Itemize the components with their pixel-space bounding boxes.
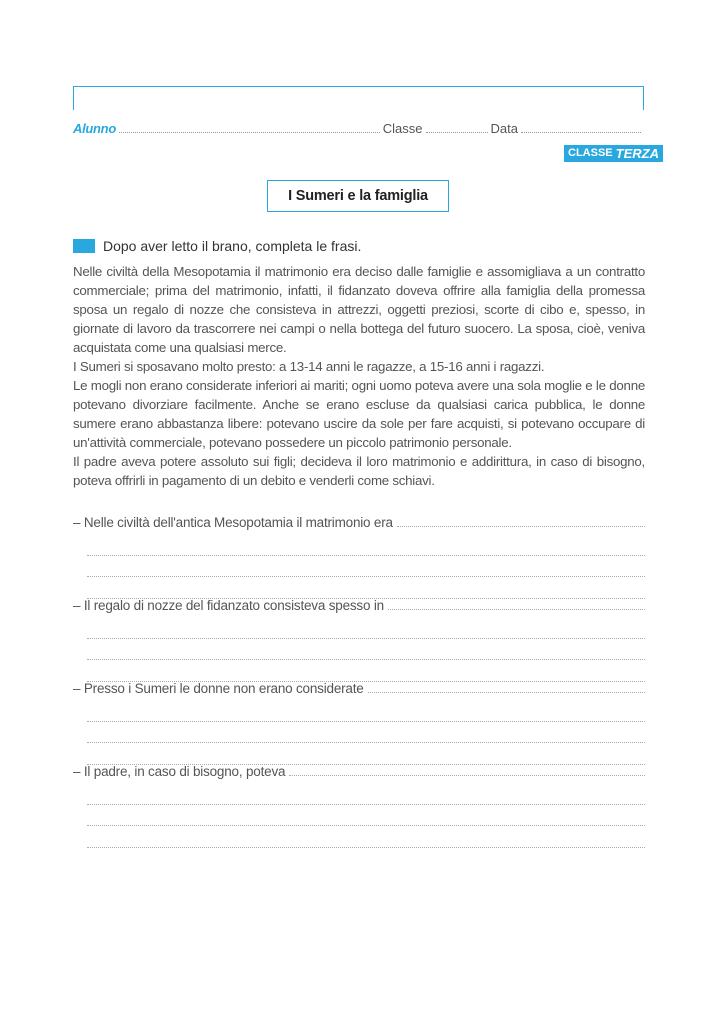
answer-line[interactable] (87, 700, 645, 722)
classe-label: Classe (382, 121, 423, 136)
answer-line[interactable] (87, 534, 645, 556)
class-badge-level: TERZA (615, 146, 659, 161)
class-badge-small: CLASSE (568, 147, 613, 159)
answer-line[interactable] (87, 556, 645, 578)
question-text: – Il padre, in caso di bisogno, poteva (73, 764, 286, 779)
alunno-field[interactable] (119, 122, 380, 133)
question-text: – Il regalo di nozze del fidanzato consisteva spesso in (73, 598, 384, 613)
answer-field[interactable] (289, 764, 645, 776)
answer-line[interactable] (87, 783, 645, 805)
answer-line[interactable] (87, 577, 645, 599)
answer-line[interactable] (87, 639, 645, 661)
instruction-text: Dopo aver letto il brano, completa le frasi. (103, 238, 362, 254)
answer-line[interactable] (87, 805, 645, 827)
question-4 (73, 764, 645, 848)
reading-passage (73, 262, 645, 490)
student-info-row (73, 121, 644, 139)
paragraph: I Sumeri si sposavano molto presto: a 13-14 anni le ragazze, a 15-16 anni i ragazzi. (73, 359, 545, 374)
question-2 (73, 598, 645, 682)
question-text: – Nelle civiltà dell'antica Mesopotamia il matrimonio era (73, 515, 393, 530)
classe-field[interactable] (426, 122, 488, 133)
header-frame (73, 86, 644, 110)
data-field[interactable] (521, 122, 641, 133)
paragraph: Il padre aveva potere assoluto sui figli; decideva il loro matrimonio e addirittura, in caso di bisogno, poteva offrirli in pagamento di un debito e venderli come schiavi. (73, 454, 645, 488)
question-1 (73, 515, 645, 599)
answer-line[interactable] (87, 743, 645, 765)
answer-line[interactable] (87, 660, 645, 682)
data-label: Data (490, 121, 518, 136)
answer-field[interactable] (368, 681, 645, 693)
alunno-label: Alunno (73, 121, 116, 136)
instruction (73, 236, 361, 256)
question-text: – Presso i Sumeri le donne non erano considerate (73, 681, 364, 696)
answer-line[interactable] (87, 826, 645, 848)
paragraph: Nelle civiltà della Mesopotamia il matrimonio era deciso dalle famiglie e assomigliava a un contratto commerciale; prima del matrimonio, infatti, il fidanzato doveva offrire alla famiglia della promessa sposa un regalo di nozze che consisteva in attrezzi, oggetti preziosi, scorte di cibo e, spesso, in giornate di lavoro da trascorrere nei campi o nella bottega del futuro suocero. La sposa, cioè, veniva acquistata come una qualsiasi merce. (73, 264, 645, 355)
question-3 (73, 681, 645, 765)
bullet-square-icon (73, 239, 95, 253)
worksheet-title: I Sumeri e la famiglia (267, 180, 449, 212)
class-badge (564, 145, 663, 162)
answer-field[interactable] (397, 515, 645, 527)
paragraph: Le mogli non erano considerate inferiori ai mariti; ogni uomo poteva avere una sola moglie e le donne potevano divorziare facilmente. Anche se erano escluse da qualsiasi carica pubblica, le donne sumere erano abbastanza libere: potevano uscire da sole per fare acquisti, si potevano occupare di un'attività commerciale, potevano possedere un piccolo patrimonio personale. (73, 378, 645, 450)
answer-field[interactable] (388, 598, 645, 610)
answer-line[interactable] (87, 722, 645, 744)
answer-line[interactable] (87, 617, 645, 639)
